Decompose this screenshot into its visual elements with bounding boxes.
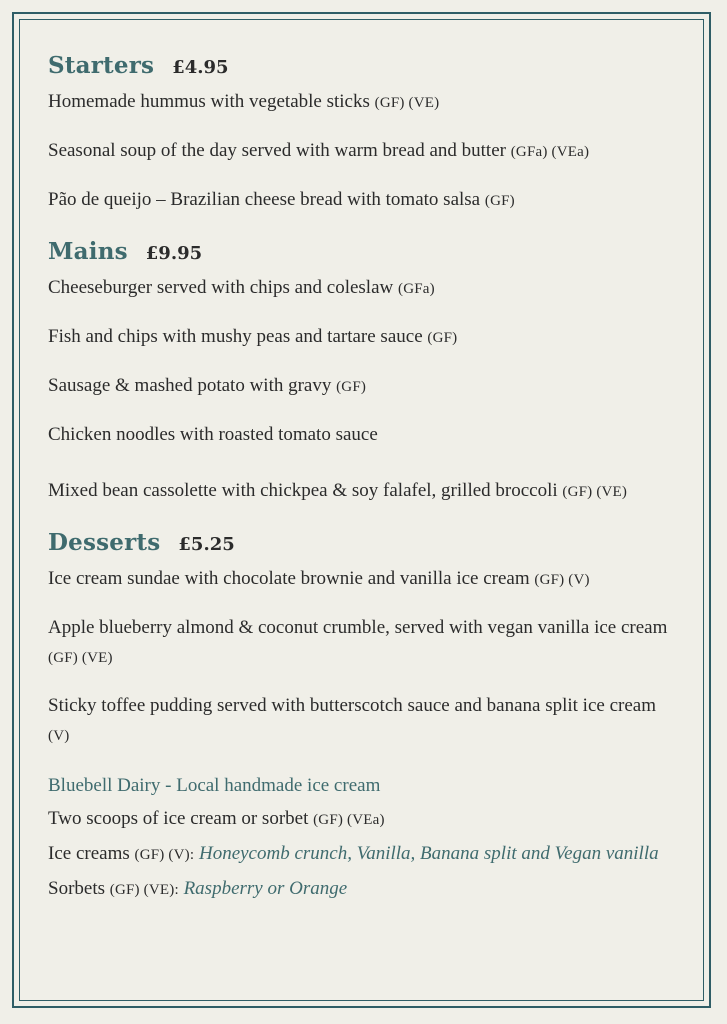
menu-item-text: Sorbets xyxy=(48,878,105,899)
dietary-tags: (GF) (VE) xyxy=(562,484,628,500)
menu-item xyxy=(48,87,678,118)
dietary-tags: (GF) (VE) xyxy=(48,650,113,666)
dietary-tags: (GFa) (VEa) xyxy=(510,144,590,160)
flavour-list: Raspberry or Orange xyxy=(183,878,348,899)
menu-item xyxy=(48,273,678,304)
section-title: Starters xyxy=(48,52,155,79)
menu-item xyxy=(48,420,678,451)
menu-item xyxy=(48,476,678,507)
menu-item xyxy=(48,185,678,216)
menu-item xyxy=(48,136,678,167)
section-price: £5.25 xyxy=(178,534,235,555)
menu-item xyxy=(48,839,678,870)
menu-item-text: Chicken noodles with roasted tomato sauce xyxy=(48,424,378,445)
dietary-tags: (GF) (VEa) xyxy=(313,812,385,828)
section-mains xyxy=(48,238,678,507)
menu-item xyxy=(48,371,678,402)
dietary-tags: (V) xyxy=(48,728,70,744)
section-price: £4.95 xyxy=(172,57,229,78)
menu-item xyxy=(48,804,678,835)
dietary-tags: (GFa) xyxy=(398,281,435,297)
menu-item-text: Ice cream sundae with chocolate brownie and vanilla ice cream xyxy=(48,568,530,589)
dietary-tags: (GF) xyxy=(427,330,458,346)
menu-item-text: Ice creams xyxy=(48,843,130,864)
menu-item-text: Sticky toffee pudding served with butterscotch sauce and banana split ice cream xyxy=(48,695,656,716)
menu-item-text: Two scoops of ice cream or sorbet xyxy=(48,808,309,829)
dietary-tags: (GF) (V) xyxy=(534,572,590,588)
menu-item-text: Pão de queijo – Brazilian cheese bread with tomato salsa xyxy=(48,189,481,210)
flavour-list: Honeycomb crunch, Vanilla, Banana split and Vegan vanilla xyxy=(198,843,659,864)
menu-item-text: Seasonal soup of the day served with warm bread and butter xyxy=(48,140,506,161)
section-starters xyxy=(48,52,678,216)
dietary-tags: (GF) (VE) xyxy=(374,95,440,111)
menu-item-text: Homemade hummus with vegetable sticks xyxy=(48,91,370,112)
menu-item xyxy=(48,322,678,353)
menu-item xyxy=(48,874,678,905)
dietary-tags: (GF) xyxy=(336,379,367,395)
section-desserts xyxy=(48,529,678,751)
section-title: Desserts xyxy=(48,529,161,556)
menu-item xyxy=(48,564,678,595)
menu-item-text: Apple blueberry almond & coconut crumble, served with vegan vanilla ice cream xyxy=(48,617,668,638)
menu-item-text: Cheeseburger served with chips and coleslaw xyxy=(48,277,394,298)
menu-item-text: Sausage & mashed potato with gravy xyxy=(48,375,332,396)
menu-content xyxy=(48,52,678,905)
section-header xyxy=(48,52,678,79)
ice-cream-heading: Bluebell Dairy - Local handmade ice cream xyxy=(48,775,381,796)
menu-item-text: Mixed bean cassolette with chickpea & soy falafel, grilled broccoli xyxy=(48,480,558,501)
dietary-tags: (GF) xyxy=(484,193,515,209)
ice-cream-section xyxy=(48,771,678,905)
section-header xyxy=(48,529,678,556)
section-price: £9.95 xyxy=(145,243,203,264)
menu-item xyxy=(48,691,678,751)
menu-item-text: Fish and chips with mushy peas and tartare sauce xyxy=(48,326,423,347)
menu-item xyxy=(48,613,678,673)
dietary-tags: (GF) (VE): xyxy=(109,882,179,898)
section-title: Mains xyxy=(48,238,128,265)
dietary-tags: (GF) (V): xyxy=(134,847,195,863)
section-header xyxy=(48,238,678,265)
